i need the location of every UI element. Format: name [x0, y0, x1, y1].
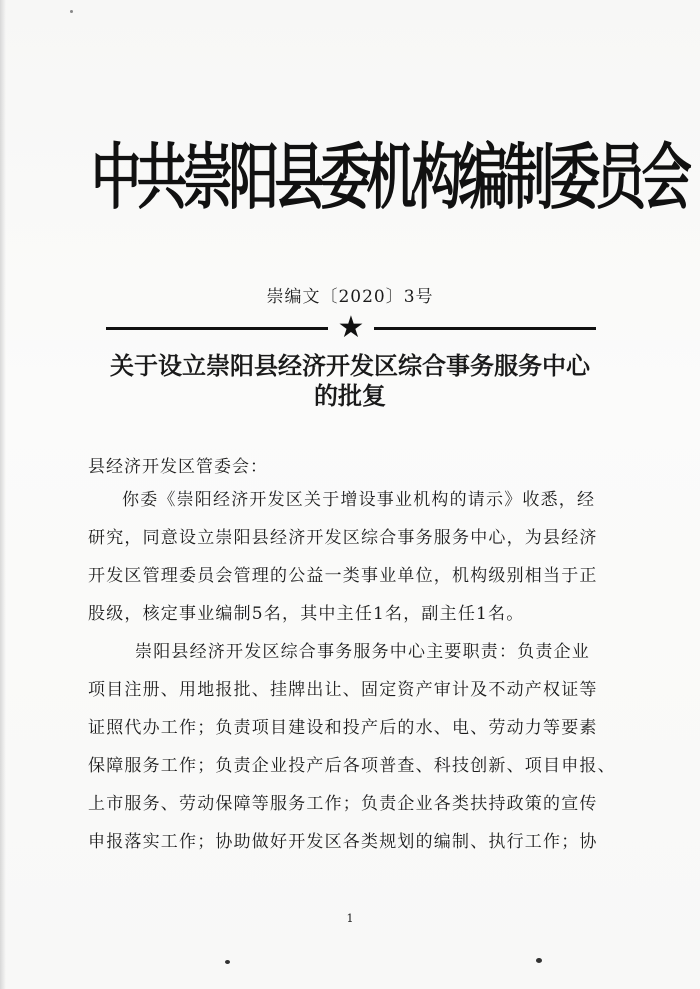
document-title	[60, 351, 640, 411]
body-text-line: 申报落实工作；协助做好开发区各类规划的编制、执行工作；协	[88, 832, 598, 852]
body-text-line: 证照代办工作；负责项目建设和投产后的水、电、劳动力等要素	[88, 718, 598, 738]
divider-line-left	[106, 327, 328, 330]
star-icon: ★	[337, 310, 365, 345]
scan-speck	[70, 10, 73, 13]
body-text-line: 研究，同意设立崇阳县经济开发区综合事务服务中心，为县经济	[88, 528, 598, 548]
scan-speck	[536, 958, 542, 963]
divider-line-right	[374, 327, 596, 330]
body-text-line: 项目注册、用地报批、挂牌出让、固定资产审计及不动产权证等	[88, 680, 598, 700]
addressee: 县经济开发区管委会：	[88, 457, 268, 477]
body-text-line: 上市服务、劳动保障等服务工作；负责企业各类扶持政策的宣传	[88, 794, 598, 814]
body-text-line: 崇阳县经济开发区综合事务服务中心主要职责：负责企业	[135, 642, 590, 662]
issuing-organization-header: 中共崇阳县委机构编制委员会	[91, 135, 688, 220]
body-text-line: 股级，核定事业编制5名，其中主任1名，副主任1名。	[88, 604, 525, 624]
document-number: 崇编文〔2020〕3号	[266, 287, 434, 307]
header-divider	[106, 310, 596, 345]
body-text-line: 开发区管理委员会管理的公益一类事业单位，机构级别相当于正	[88, 566, 598, 586]
body-text-line: 保障服务工作；负责企业投产后各项普查、科技创新、项目申报、	[88, 756, 616, 776]
document-title-line: 的批复	[314, 381, 386, 410]
page-number: 1	[346, 912, 354, 925]
body-text-line: 你委《崇阳经济开发区关于增设事业机构的请示》收悉，经	[122, 490, 596, 510]
document-title-line: 关于设立崇阳县经济开发区综合事务服务中心	[110, 351, 590, 380]
scan-edge	[0, 0, 6, 989]
scan-speck	[225, 960, 230, 964]
